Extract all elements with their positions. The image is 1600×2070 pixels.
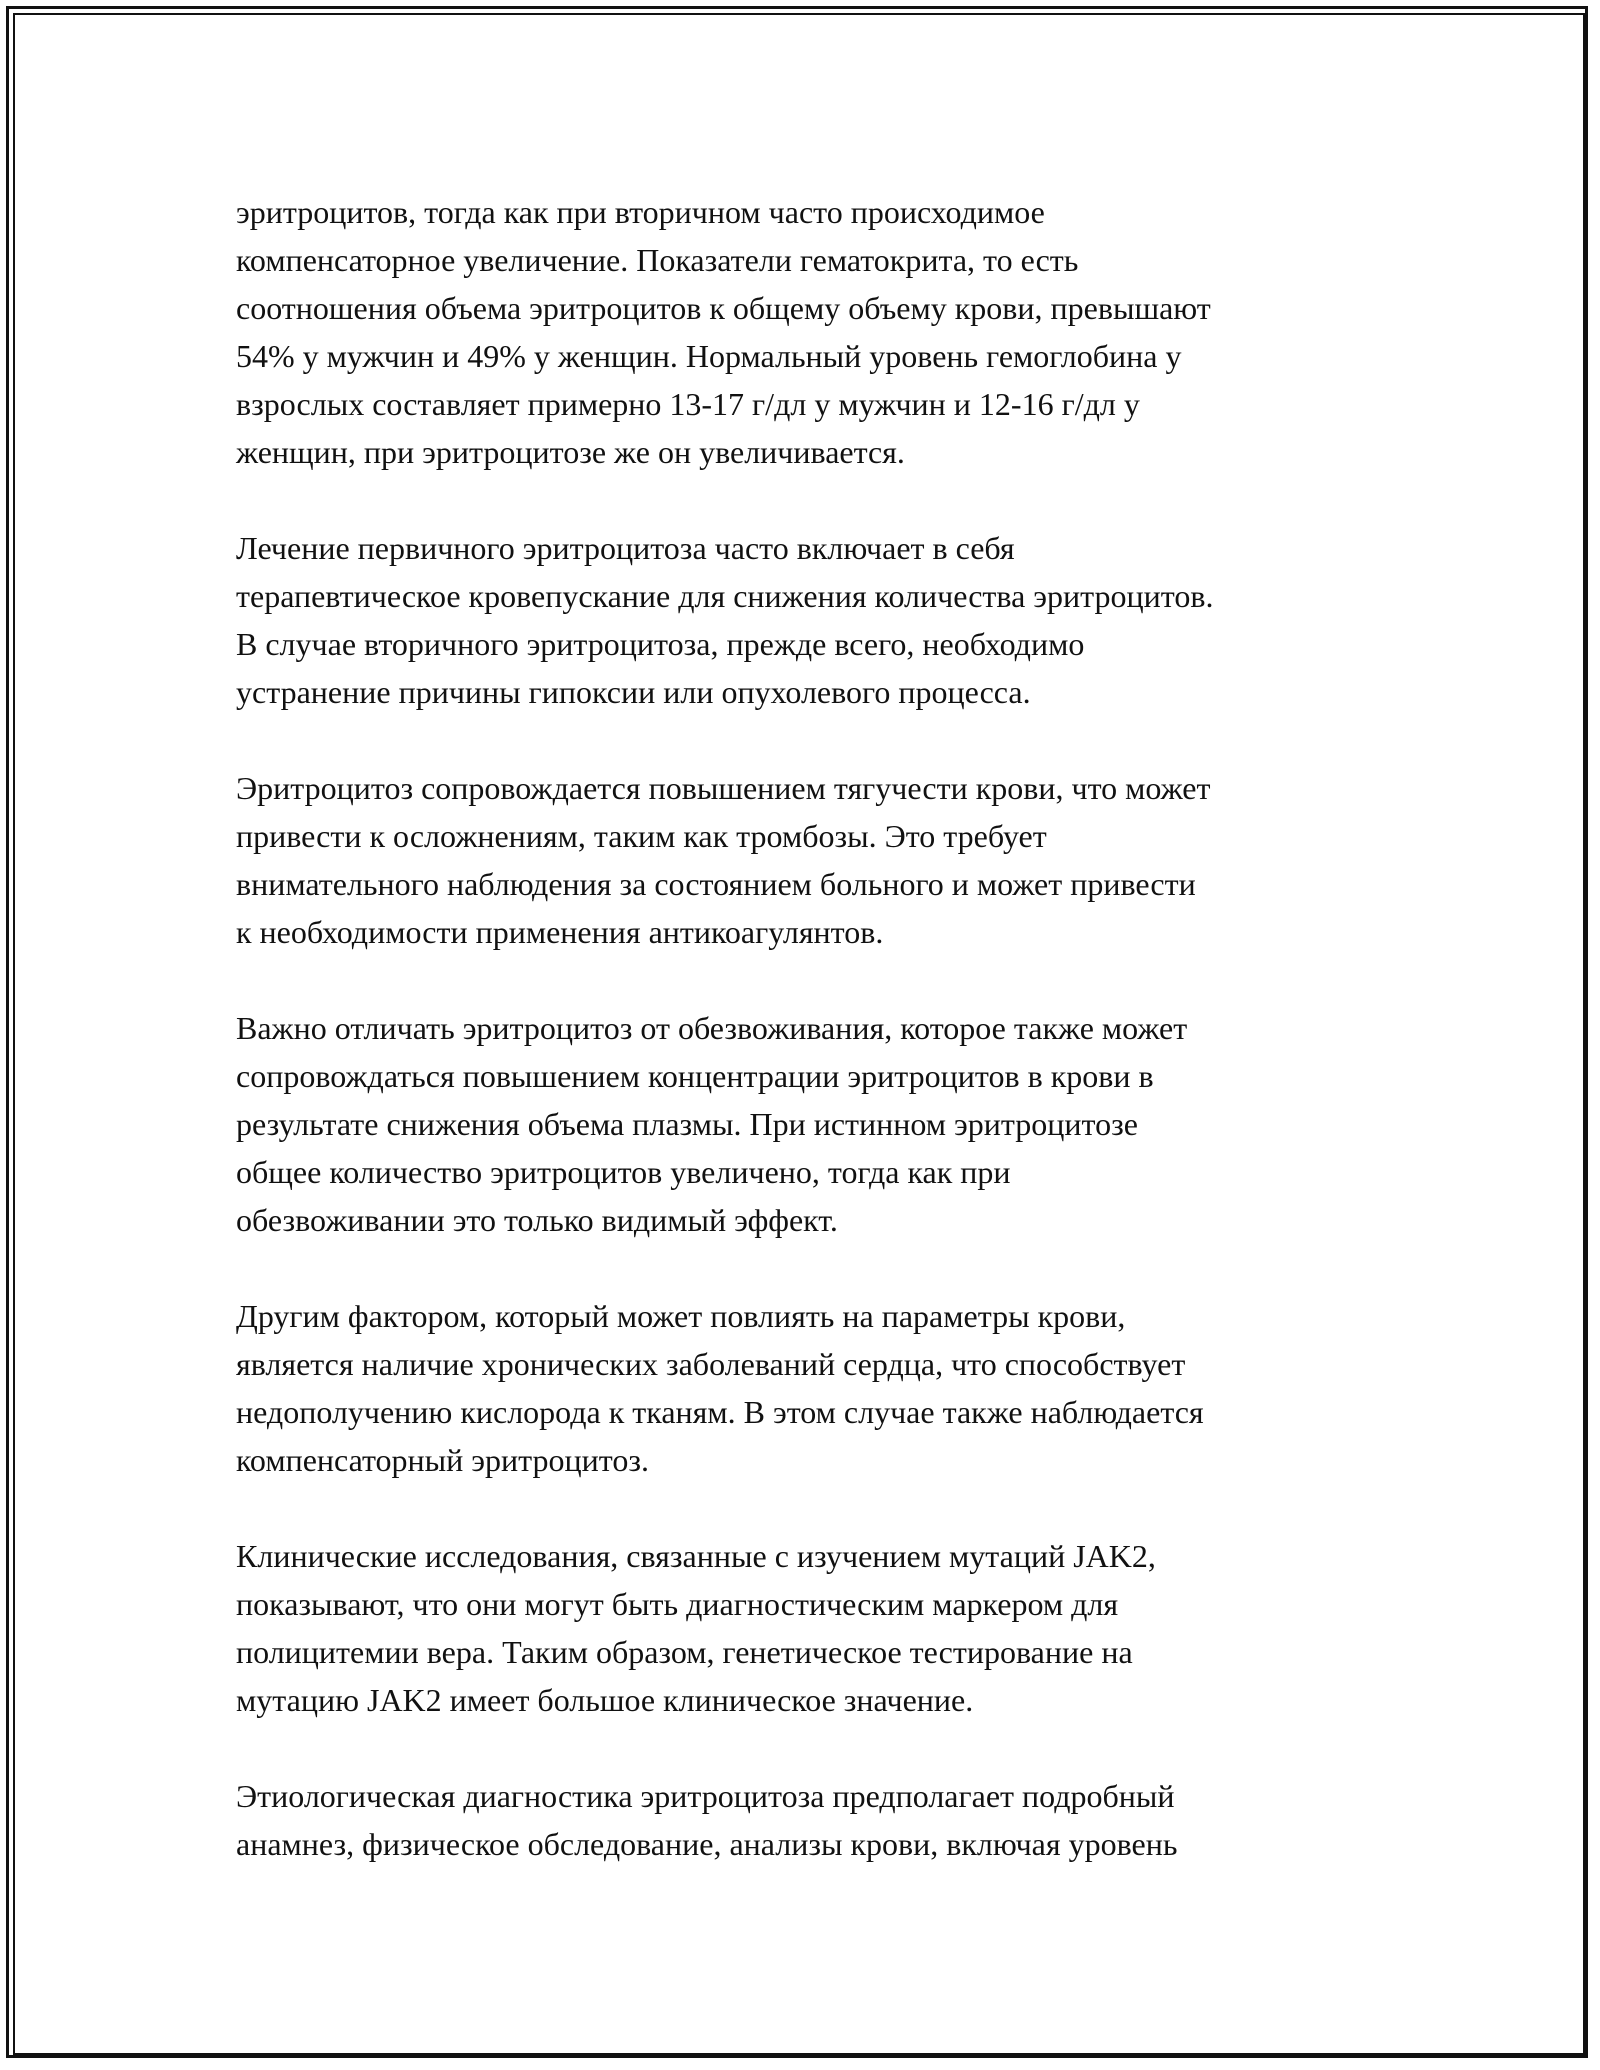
paragraph-hematocrit: эритроцитов, тогда как при вторичном часто происходимое компенсаторное увеличение. Показатели гематокрита, то есть соотношения объема эритроцитов к общему объему крови, превышают 54% у мужчин и 49% у женщин. Нормальный уровень гемоглобина у взрослых составляет примерно 13-17 г/дл у мужчин и 12-16 г/дл у женщин, при эритроцитозе же он увеличивается.: [236, 194, 1211, 470]
document-page: [236, 188, 1366, 1916]
paragraph-heart-disease: Другим фактором, который может повлиять на параметры крови, является наличие хронических заболеваний сердца, что способствует недополучению кислорода к тканям. В этом случае также наблюдается компенсаторный эритроцитоз.: [236, 1298, 1204, 1478]
paragraph-diagnostics: Этиологическая диагностика эритроцитоза предполагает подробный анамнез, физическое обследование, анализы крови, включая уровень: [236, 1778, 1178, 1862]
paragraph-jak2: Клинические исследования, связанные с изучением мутаций JAK2, показывают, что они могут быть диагностическим маркером для полицитемии вера. Таким образом, генетическое тестирование на мутацию JAK2 имеет большое клиническое значение.: [236, 1538, 1156, 1718]
paragraph-treatment: Лечение первичного эритроцитоза часто включает в себя терапевтическое кровепускание для снижения количества эритроцитов. В случае вторичного эритроцитоза, прежде всего, необходимо устранение причины гипоксии или опухолевого процесса.: [236, 530, 1214, 710]
paragraph-dehydration: Важно отличать эритроцитоз от обезвоживания, которое также может сопровождаться повышением концентрации эритроцитов в крови в результате снижения объема плазмы. При истинном эритроцитозе общее количество эритроцитов увеличено, тогда как при обезвоживании это только видимый эффект.: [236, 1010, 1188, 1238]
paragraph-complications: Эритроцитоз сопровождается повышением тягучести крови, что может привести к осложнениям, таким как тромбозы. Это требует внимательного наблюдения за состоянием больного и может привести к необходимости применения антикоагулянтов.: [236, 770, 1211, 950]
